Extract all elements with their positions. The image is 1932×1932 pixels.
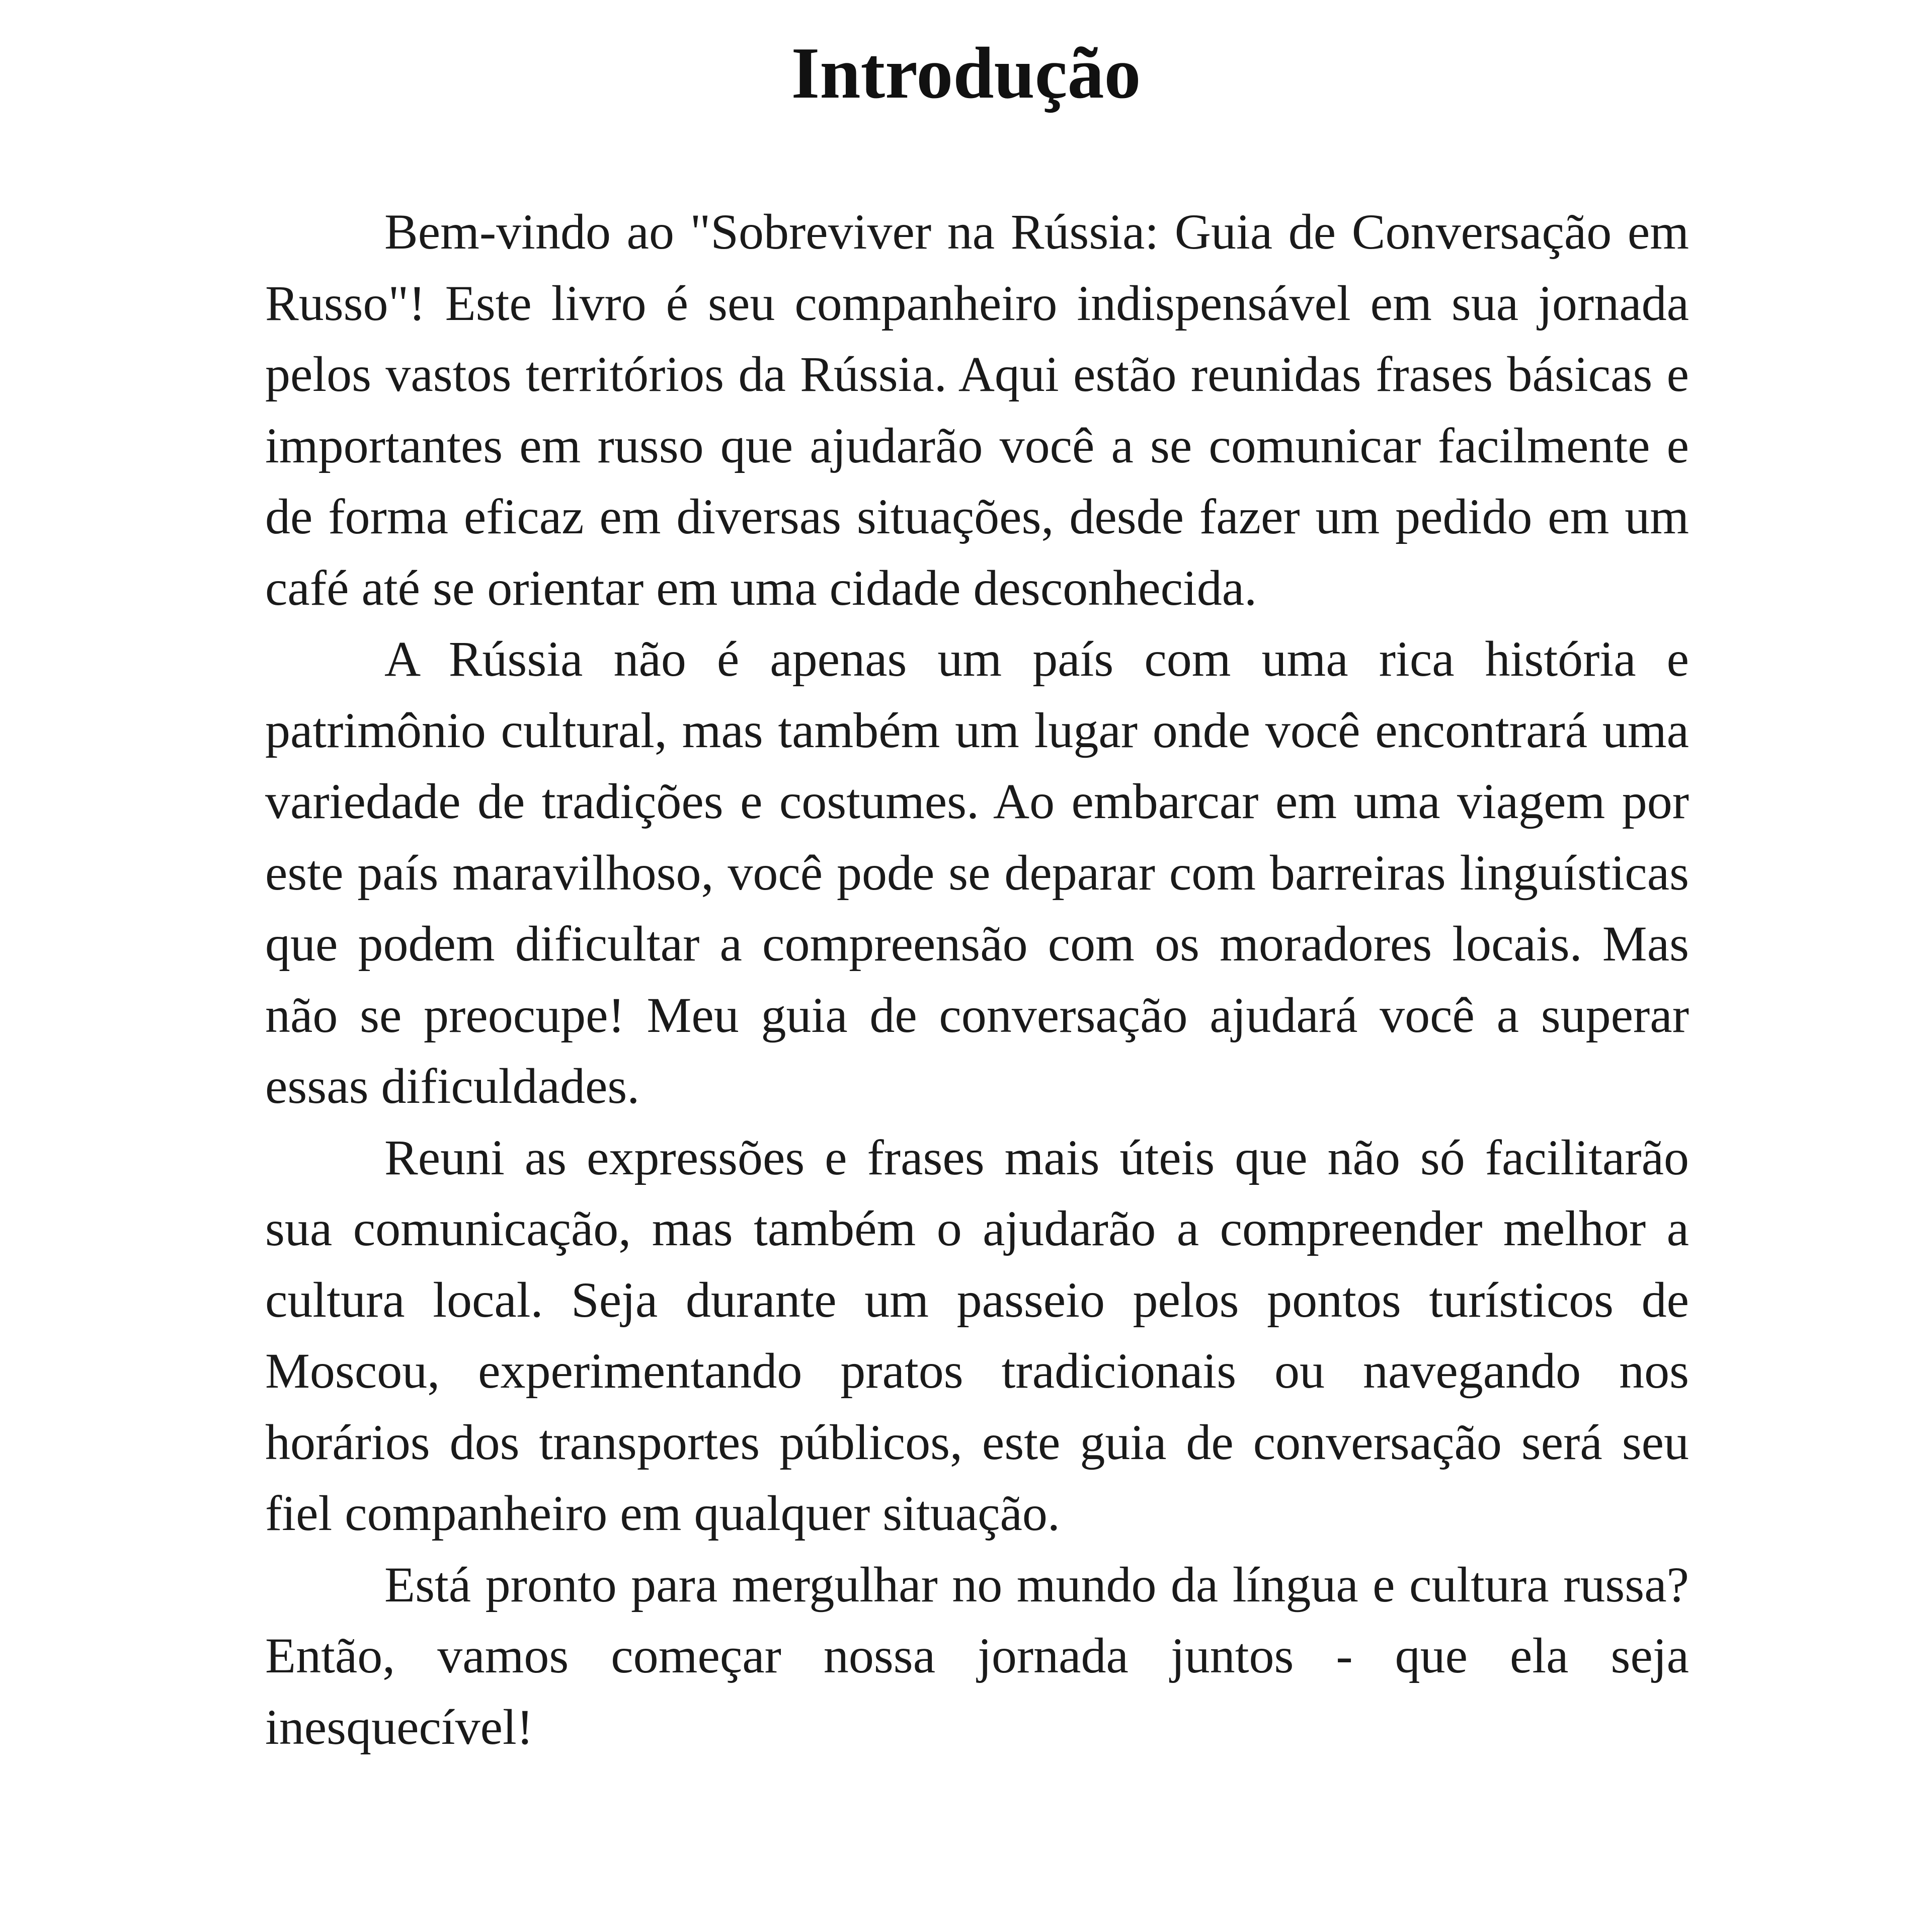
paragraph-1: Bem-vindo ao "Sobreviver na Rússia: Guia de Conversação em Russo"! Este livro é seu companheiro indispensável em sua jornada pelos vastos territórios da Rússia. Aqui estão reunidas frases básicas e importantes em russo que ajudarão você a se comunicar facilmente e de forma eficaz em diversas situações, desde fazer um pedido em um café até se orientar em uma cidade desconhecida. — [265, 204, 1689, 616]
page-title: Introdução — [791, 32, 1141, 114]
document-body — [265, 196, 1689, 1762]
paragraph-2: A Rússia não é apenas um país com uma rica história e patrimônio cultural, mas também um lugar onde você encontrará uma variedade de tradições e costumes. Ao embarcar em uma viagem por este país maravilhoso, você pode se deparar com barreiras linguísticas que podem dificultar a compreensão com os moradores locais. Mas não se preocupe! Meu guia de conversação ajudará você a superar essas dificuldades. — [265, 631, 1689, 1114]
paragraph-3: Reuni as expressões e frases mais úteis que não só facilitarão sua comunicação, mas também o ajudarão a compreender melhor a cultura local. Seja durante um passeio pelos pontos turísticos de Moscou, experimentando pratos tradicionais ou navegando nos horários dos transportes públicos, este guia de conversação será seu fiel companheiro em qualquer situação. — [265, 1129, 1689, 1541]
paragraph-4: Está pronto para mergulhar no mundo da língua e cultura russa? Então, vamos começar nossa jornada juntos - que ela seja inesquecível! — [265, 1556, 1689, 1755]
